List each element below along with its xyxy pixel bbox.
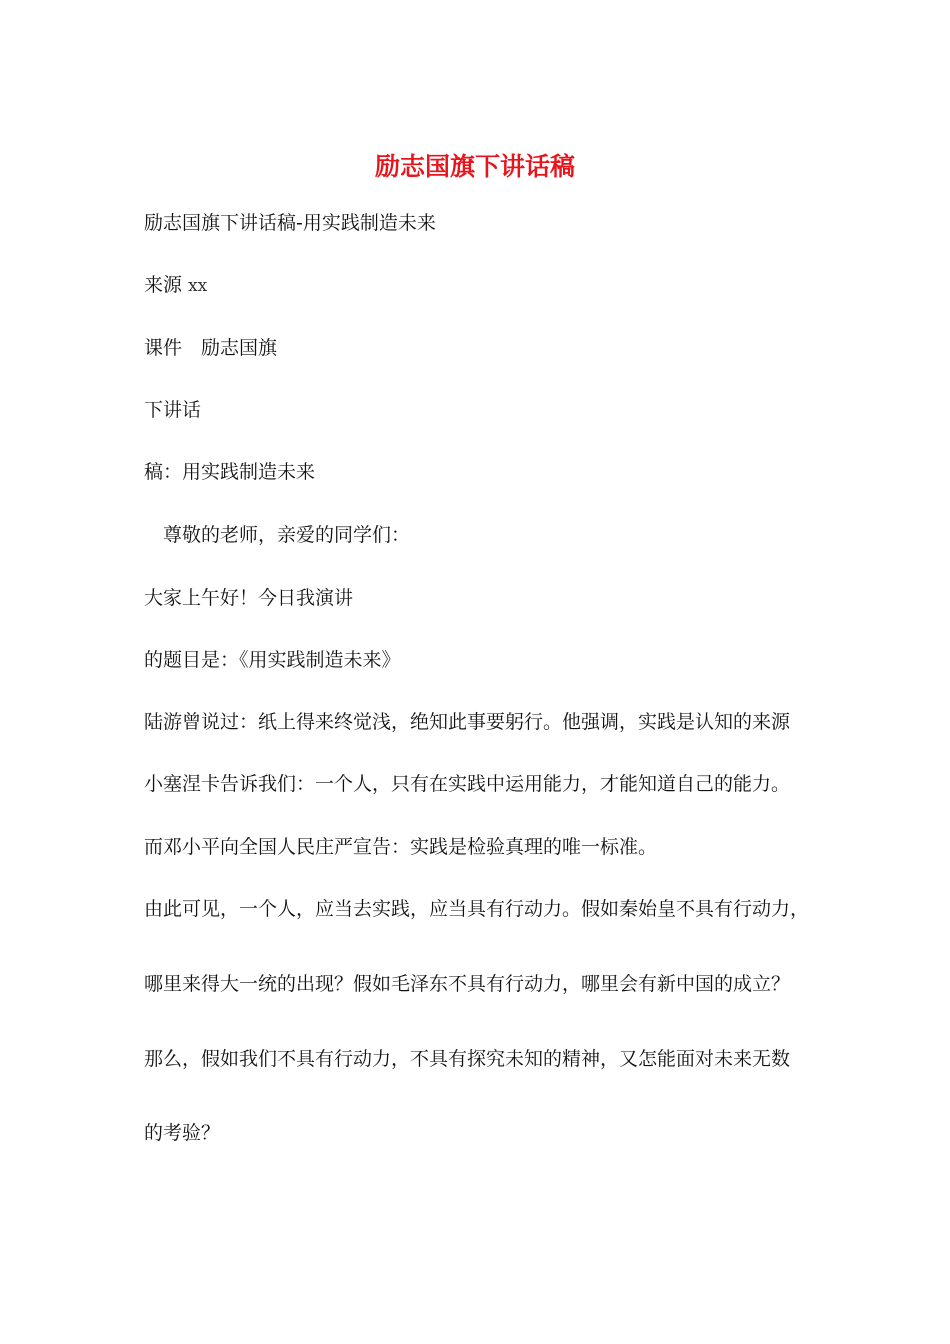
subtitle-line: 励志国旗下讲话稿-用实践制造未来 [144,212,436,234]
body-line: 哪里来得大一统的出现？假如毛泽东不具有行动力，哪里会有新中国的成立？ [144,973,791,995]
source-label: 来源 [144,274,183,296]
body-line: 课件 励志国旗 [144,337,278,359]
body-line: 陆游曾说过：纸上得来终觉浅，绝知此事要躬行。他强调，实践是认知的来源 [144,711,791,733]
body-line: 小塞涅卡告诉我们：一个人，只有在实践中运用能力，才能知道自己的能力。 [144,773,791,795]
source-line [144,271,824,300]
body-line: 由此可见，一个人，应当去实践，应当具有行动力。假如秦始皇不具有行动力， [144,898,810,920]
body-line: 那么，假如我们不具有行动力，不具有探究未知的精神，又怎能面对未来无数 [144,1048,791,1070]
document-title: 励志国旗下讲话稿 [374,152,575,181]
greeting-line: 尊敬的老师，亲爱的同学们： [144,524,411,546]
body-line: 而邓小平向全国人民庄严宣告：实践是检验真理的唯一标准。 [144,836,658,858]
body-line: 的考验？ [144,1122,221,1144]
body-line: 下讲话 [144,399,202,421]
body-line: 的题目是：《用实践制造未来》 [144,649,401,671]
body-line: 稿：用实践制造未来 [144,461,316,483]
body-line: 大家上午好！今日我演讲 [144,587,354,609]
source-value: xx [188,276,208,296]
